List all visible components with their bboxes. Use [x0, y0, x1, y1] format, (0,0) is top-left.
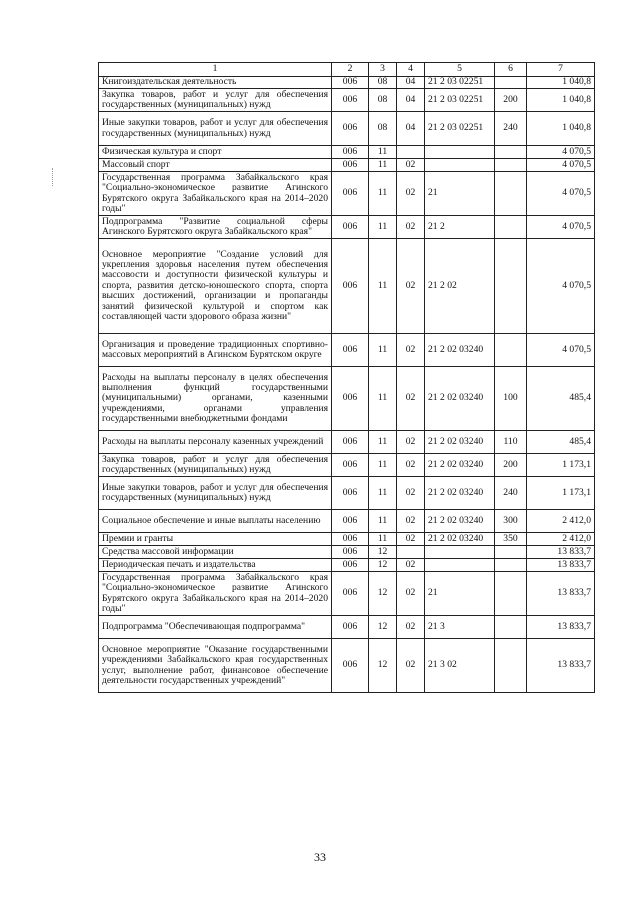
- column-header-7: 7: [527, 63, 595, 77]
- row-section-cell: 12: [369, 616, 397, 639]
- row-subsection-cell: [397, 546, 425, 559]
- budget-table: [98, 62, 595, 693]
- row-amount-cell: 4 070,5: [527, 216, 595, 239]
- table-row: [99, 546, 595, 559]
- row-subsection-cell: 04: [397, 89, 425, 112]
- row-subsection-cell: 02: [397, 477, 425, 510]
- row-name-cell: Закупка товаров, работ и услуг для обеспечения государственных (муниципальных) нужд: [99, 89, 332, 112]
- row-target-article-cell: 21 2 02 03240: [425, 334, 495, 367]
- row-subsection-cell: 02: [397, 454, 425, 477]
- row-name-cell: Закупка товаров, работ и услуг для обеспечения государственных (муниципальных) нужд: [99, 454, 332, 477]
- table-row: [99, 334, 595, 367]
- row-expense-type-cell: [495, 559, 527, 572]
- row-expense-type-cell: [495, 159, 527, 172]
- table-row: [99, 77, 595, 89]
- row-section-cell: 11: [369, 477, 397, 510]
- row-target-article-cell: 21 2 02 03240: [425, 367, 495, 431]
- row-section-cell: 11: [369, 510, 397, 533]
- row-name-cell: Подпрограмма "Обеспечивающая подпрограмма": [99, 616, 332, 639]
- table-row: [99, 172, 595, 216]
- row-section-cell: 11: [369, 533, 397, 546]
- column-header-3: 3: [369, 63, 397, 77]
- row-expense-type-cell: [495, 546, 527, 559]
- row-subsection-cell: 02: [397, 159, 425, 172]
- row-name-cell: Государственная программа Забайкальского края "Социально-экономическое развитие Агинского Бурятского округа Забайкальского края на 2014–2020 годы": [99, 572, 332, 616]
- row-amount-cell: 2 412,0: [527, 510, 595, 533]
- row-subsection-cell: 02: [397, 216, 425, 239]
- row-subsection-cell: 02: [397, 431, 425, 454]
- row-subsection-cell: 02: [397, 172, 425, 216]
- table-row: [99, 89, 595, 112]
- row-amount-cell: 13 833,7: [527, 616, 595, 639]
- row-target-article-cell: 21 2 02 03240: [425, 454, 495, 477]
- row-section-cell: 12: [369, 639, 397, 693]
- row-section-cell: 11: [369, 216, 397, 239]
- row-section-cell: 11: [369, 146, 397, 159]
- row-section-cell: 11: [369, 239, 397, 334]
- row-subsection-cell: 02: [397, 239, 425, 334]
- row-target-article-cell: 21 2 03 02251: [425, 112, 495, 146]
- column-header-6: 6: [495, 63, 527, 77]
- row-code-cell: 006: [332, 159, 369, 172]
- row-code-cell: 006: [332, 616, 369, 639]
- row-amount-cell: 2 412,0: [527, 533, 595, 546]
- column-header-4: 4: [397, 63, 425, 77]
- row-code-cell: 006: [332, 639, 369, 693]
- row-expense-type-cell: 240: [495, 477, 527, 510]
- row-target-article-cell: 21 2 02 03240: [425, 431, 495, 454]
- row-expense-type-cell: [495, 572, 527, 616]
- table-row: [99, 216, 595, 239]
- row-name-cell: Иные закупки товаров, работ и услуг для обеспечения государственных (муниципальных) нужд: [99, 477, 332, 510]
- row-amount-cell: 4 070,5: [527, 146, 595, 159]
- row-code-cell: 006: [332, 112, 369, 146]
- row-code-cell: 006: [332, 546, 369, 559]
- row-code-cell: 006: [332, 559, 369, 572]
- row-subsection-cell: 02: [397, 639, 425, 693]
- row-name-cell: Социальное обеспечение и иные выплаты населению: [99, 510, 332, 533]
- table-row: [99, 510, 595, 533]
- row-target-article-cell: [425, 559, 495, 572]
- row-expense-type-cell: [495, 77, 527, 89]
- row-amount-cell: 1 173,1: [527, 454, 595, 477]
- row-expense-type-cell: 350: [495, 533, 527, 546]
- row-code-cell: 006: [332, 216, 369, 239]
- table-row: [99, 367, 595, 431]
- row-amount-cell: 485,4: [527, 367, 595, 431]
- row-amount-cell: 485,4: [527, 431, 595, 454]
- row-name-cell: Расходы на выплаты персоналу казенных учреждений: [99, 431, 332, 454]
- row-amount-cell: 13 833,7: [527, 559, 595, 572]
- row-subsection-cell: [397, 146, 425, 159]
- row-target-article-cell: [425, 159, 495, 172]
- row-subsection-cell: 02: [397, 367, 425, 431]
- row-amount-cell: 1 040,8: [527, 89, 595, 112]
- row-target-article-cell: [425, 546, 495, 559]
- row-name-cell: Массовый спорт: [99, 159, 332, 172]
- row-amount-cell: 13 833,7: [527, 546, 595, 559]
- row-code-cell: 006: [332, 572, 369, 616]
- row-expense-type-cell: 300: [495, 510, 527, 533]
- row-target-article-cell: [425, 146, 495, 159]
- row-amount-cell: 1 040,8: [527, 77, 595, 89]
- budget-sheet: [98, 62, 594, 693]
- row-section-cell: 11: [369, 367, 397, 431]
- row-expense-type-cell: 240: [495, 112, 527, 146]
- table-row: [99, 639, 595, 693]
- row-subsection-cell: 02: [397, 616, 425, 639]
- table-row: [99, 572, 595, 616]
- row-section-cell: 12: [369, 559, 397, 572]
- row-name-cell: Подпрограмма "Развитие социальной сферы Агинского Бурятского округа Забайкальского края": [99, 216, 332, 239]
- row-section-cell: 08: [369, 77, 397, 89]
- table-row: [99, 112, 595, 146]
- row-code-cell: 006: [332, 431, 369, 454]
- row-name-cell: Иные закупки товаров, работ и услуг для обеспечения государственных (муниципальных) нужд: [99, 112, 332, 146]
- row-section-cell: 11: [369, 159, 397, 172]
- table-row: [99, 431, 595, 454]
- row-subsection-cell: 02: [397, 572, 425, 616]
- row-section-cell: 12: [369, 572, 397, 616]
- row-target-article-cell: 21: [425, 572, 495, 616]
- row-subsection-cell: 04: [397, 77, 425, 89]
- row-name-cell: Расходы на выплаты персоналу в целях обеспечения выполнения функций государственными (муниципальными) органами, казенными учреждениями, органами управления государственными внебюджетными фондами: [99, 367, 332, 431]
- row-amount-cell: 4 070,5: [527, 159, 595, 172]
- row-name-cell: Физическая культура и спорт: [99, 146, 332, 159]
- row-amount-cell: 1 173,1: [527, 477, 595, 510]
- row-target-article-cell: 21 2 02 03240: [425, 533, 495, 546]
- table-row: [99, 454, 595, 477]
- table-row: [99, 533, 595, 546]
- row-target-article-cell: 21 3: [425, 616, 495, 639]
- row-expense-type-cell: 200: [495, 89, 527, 112]
- row-name-cell: Премии и гранты: [99, 533, 332, 546]
- row-target-article-cell: 21 2 02 03240: [425, 510, 495, 533]
- table-row: [99, 559, 595, 572]
- row-code-cell: 006: [332, 172, 369, 216]
- row-amount-cell: 13 833,7: [527, 572, 595, 616]
- row-target-article-cell: 21 2 03 02251: [425, 89, 495, 112]
- row-expense-type-cell: [495, 616, 527, 639]
- row-target-article-cell: 21 2 03 02251: [425, 77, 495, 89]
- row-expense-type-cell: [495, 172, 527, 216]
- row-expense-type-cell: 110: [495, 431, 527, 454]
- row-expense-type-cell: [495, 146, 527, 159]
- row-code-cell: 006: [332, 510, 369, 533]
- row-expense-type-cell: [495, 216, 527, 239]
- margin-mark: [52, 168, 53, 186]
- row-expense-type-cell: 200: [495, 454, 527, 477]
- row-name-cell: Государственная программа Забайкальского края "Социально-экономическое развитие Агинского Бурятского округа Забайкальского края на 2014–2020 годы": [99, 172, 332, 216]
- row-name-cell: Основное мероприятие "Оказание государственными учреждениями Забайкальского края государственных услуг, выполнение работ, финансовое обеспечение деятельности государственных учреждений": [99, 639, 332, 693]
- row-code-cell: 006: [332, 477, 369, 510]
- column-header-1: 1: [99, 63, 332, 77]
- header-row: [99, 63, 595, 77]
- row-code-cell: 006: [332, 454, 369, 477]
- column-header-5: 5: [425, 63, 495, 77]
- row-amount-cell: 1 040,8: [527, 112, 595, 146]
- row-code-cell: 006: [332, 533, 369, 546]
- table-row: [99, 239, 595, 334]
- row-name-cell: Организация и проведение традиционных спортивно-массовых мероприятий в Агинском Бурятском округе: [99, 334, 332, 367]
- row-section-cell: 11: [369, 454, 397, 477]
- row-section-cell: 08: [369, 112, 397, 146]
- row-subsection-cell: 02: [397, 510, 425, 533]
- row-code-cell: 006: [332, 367, 369, 431]
- row-code-cell: 006: [332, 146, 369, 159]
- row-subsection-cell: 02: [397, 533, 425, 546]
- page-number: 33: [314, 850, 326, 864]
- table-row: [99, 159, 595, 172]
- row-target-article-cell: 21 2 02: [425, 239, 495, 334]
- row-subsection-cell: 02: [397, 559, 425, 572]
- table-row: [99, 146, 595, 159]
- row-section-cell: 12: [369, 546, 397, 559]
- row-code-cell: 006: [332, 334, 369, 367]
- row-section-cell: 11: [369, 334, 397, 367]
- row-amount-cell: 4 070,5: [527, 172, 595, 216]
- row-subsection-cell: 02: [397, 334, 425, 367]
- column-header-2: 2: [332, 63, 369, 77]
- row-expense-type-cell: [495, 239, 527, 334]
- row-name-cell: Книгоиздательская деятельность: [99, 77, 332, 89]
- row-amount-cell: 4 070,5: [527, 334, 595, 367]
- row-amount-cell: 13 833,7: [527, 639, 595, 693]
- row-name-cell: Средства массовой информации: [99, 546, 332, 559]
- table-row: [99, 477, 595, 510]
- row-code-cell: 006: [332, 89, 369, 112]
- row-target-article-cell: 21 3 02: [425, 639, 495, 693]
- row-code-cell: 006: [332, 239, 369, 334]
- row-section-cell: 08: [369, 89, 397, 112]
- table-row: [99, 616, 595, 639]
- row-section-cell: 11: [369, 431, 397, 454]
- row-expense-type-cell: [495, 639, 527, 693]
- row-section-cell: 11: [369, 172, 397, 216]
- row-name-cell: Основное мероприятие "Создание условий для укрепления здоровья населения путем обеспечения массовости и доступности физической культуры и спорта, развития детско-юношеского спорта, спорта высших достижений, организации и пропаганды занятий физической культурой и спортом как составляющей части здорового образа жизни": [99, 239, 332, 334]
- row-target-article-cell: 21: [425, 172, 495, 216]
- row-target-article-cell: 21 2: [425, 216, 495, 239]
- row-subsection-cell: 04: [397, 112, 425, 146]
- row-amount-cell: 4 070,5: [527, 239, 595, 334]
- row-expense-type-cell: 100: [495, 367, 527, 431]
- row-expense-type-cell: [495, 334, 527, 367]
- row-name-cell: Периодическая печать и издательства: [99, 559, 332, 572]
- row-target-article-cell: 21 2 02 03240: [425, 477, 495, 510]
- row-code-cell: 006: [332, 77, 369, 89]
